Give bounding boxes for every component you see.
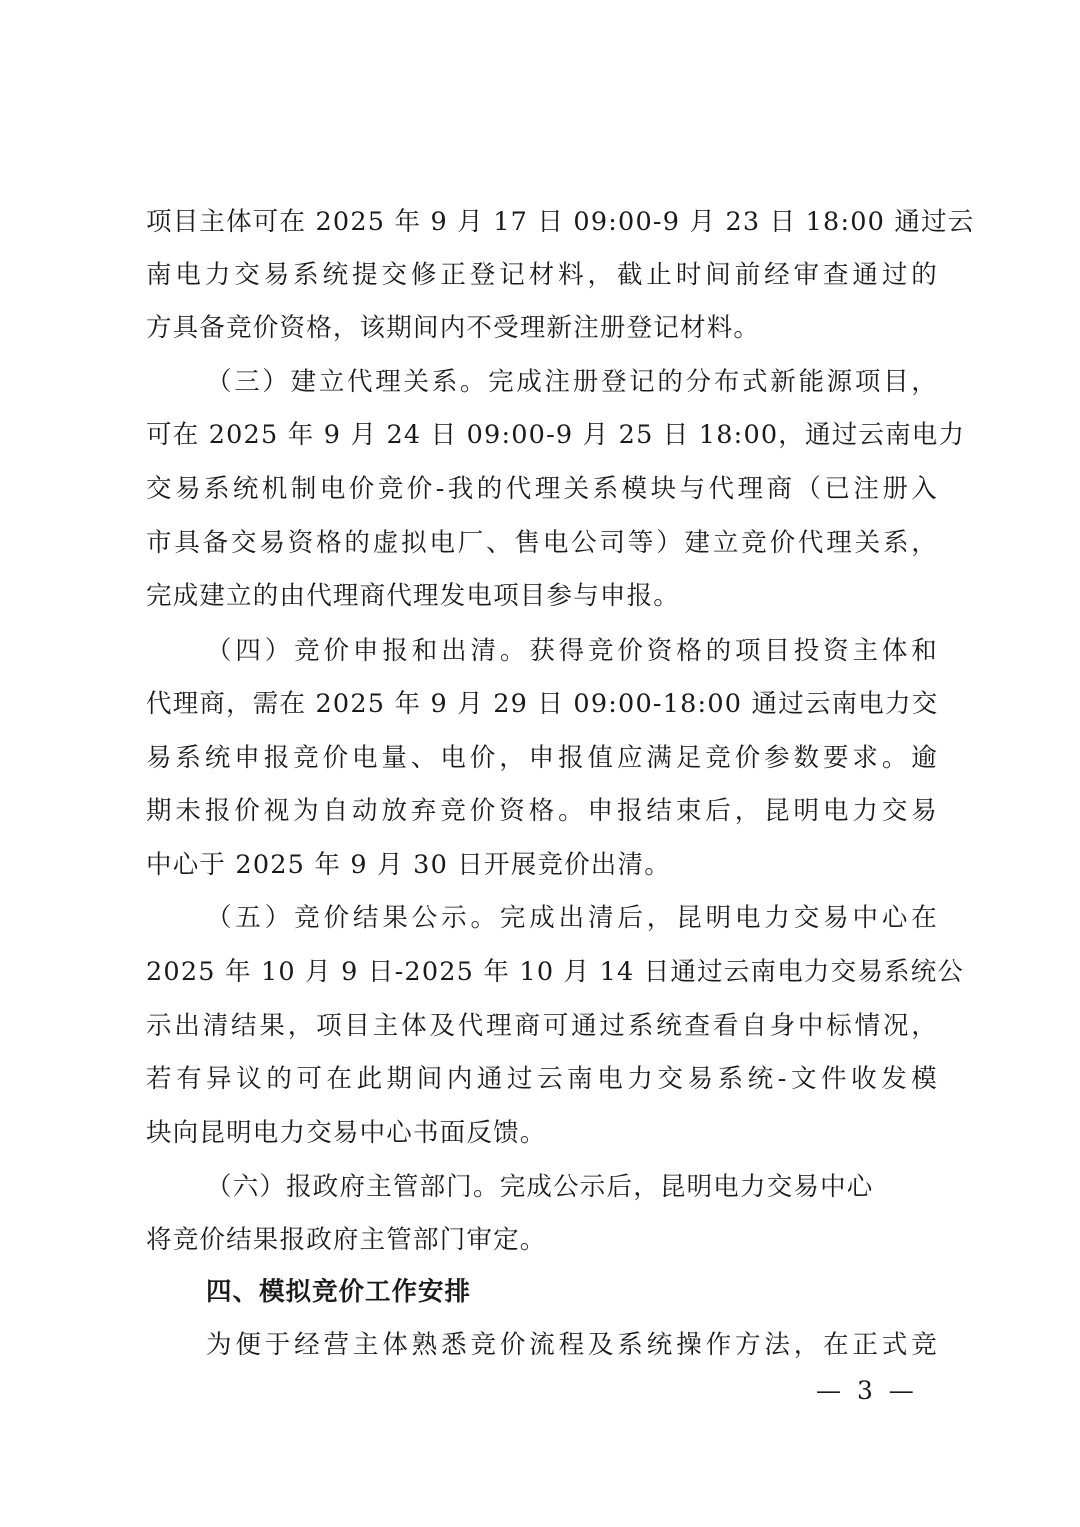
text-line: 市具备交易资格的虚拟电厂、售电公司等）建立竞价代理关系， [146, 528, 938, 558]
text-line: 易系统申报竞价电量、电价，申报值应满足竞价参数要求。逾 [146, 743, 938, 773]
text-line: 示出清结果，项目主体及代理商可通过系统查看自身中标情况， [146, 1011, 938, 1041]
text-line: 可在 2025 年 9 月 24 日 09:00-9 月 25 日 18:00，通过云南电力 [146, 420, 966, 450]
text-line: 完成建立的由代理商代理发电项目参与申报。 [146, 581, 681, 611]
text-line: 为便于经营主体熟悉竞价流程及系统操作方法，在正式竞 [206, 1330, 938, 1360]
paragraph-3-start: （三）建立代理关系。完成注册登记的分布式新能源项目， [206, 367, 938, 397]
text-line: 方具备竞价资格，该期间内不受理新注册登记材料。 [146, 313, 761, 343]
text-line: 将竞价结果报政府主管部门审定。 [146, 1225, 547, 1255]
paragraph-6-start: （六）报政府主管部门。完成公示后，昆明电力交易中心 [206, 1172, 874, 1202]
text-line: 块向昆明电力交易中心书面反馈。 [146, 1118, 547, 1148]
text-line: 南电力交易系统提交修正登记材料，截止时间前经审查通过的 [146, 260, 938, 290]
paragraph-4-start: （四）竞价申报和出清。获得竞价资格的项目投资主体和 [206, 636, 938, 666]
text-line: 2025 年 10 月 9 日-2025 年 10 月 14 日通过云南电力交易系统公 [146, 957, 965, 987]
text-line: 若有异议的可在此期间内通过云南电力交易系统-文件收发模 [146, 1064, 938, 1094]
text-line: 中心于 2025 年 9 月 30 日开展竞价出清。 [146, 850, 671, 880]
text-line: 交易系统机制电价竞价-我的代理关系模块与代理商（已注册入 [146, 474, 938, 504]
paragraph-5-start: （五）竞价结果公示。完成出清后，昆明电力交易中心在 [206, 903, 938, 933]
text-line: 代理商，需在 2025 年 9 月 29 日 09:00-18:00 通过云南电力交 [146, 689, 939, 719]
text-line: 期未报价视为自动放弃竞价资格。申报结束后，昆明电力交易 [146, 796, 938, 826]
section-heading: 四、模拟竞价工作安排 [206, 1277, 472, 1307]
page-number: — 3 — [816, 1376, 918, 1405]
text-line: 项目主体可在 2025 年 9 月 17 日 09:00-9 月 23 日 18:00 通过云 [146, 207, 975, 237]
